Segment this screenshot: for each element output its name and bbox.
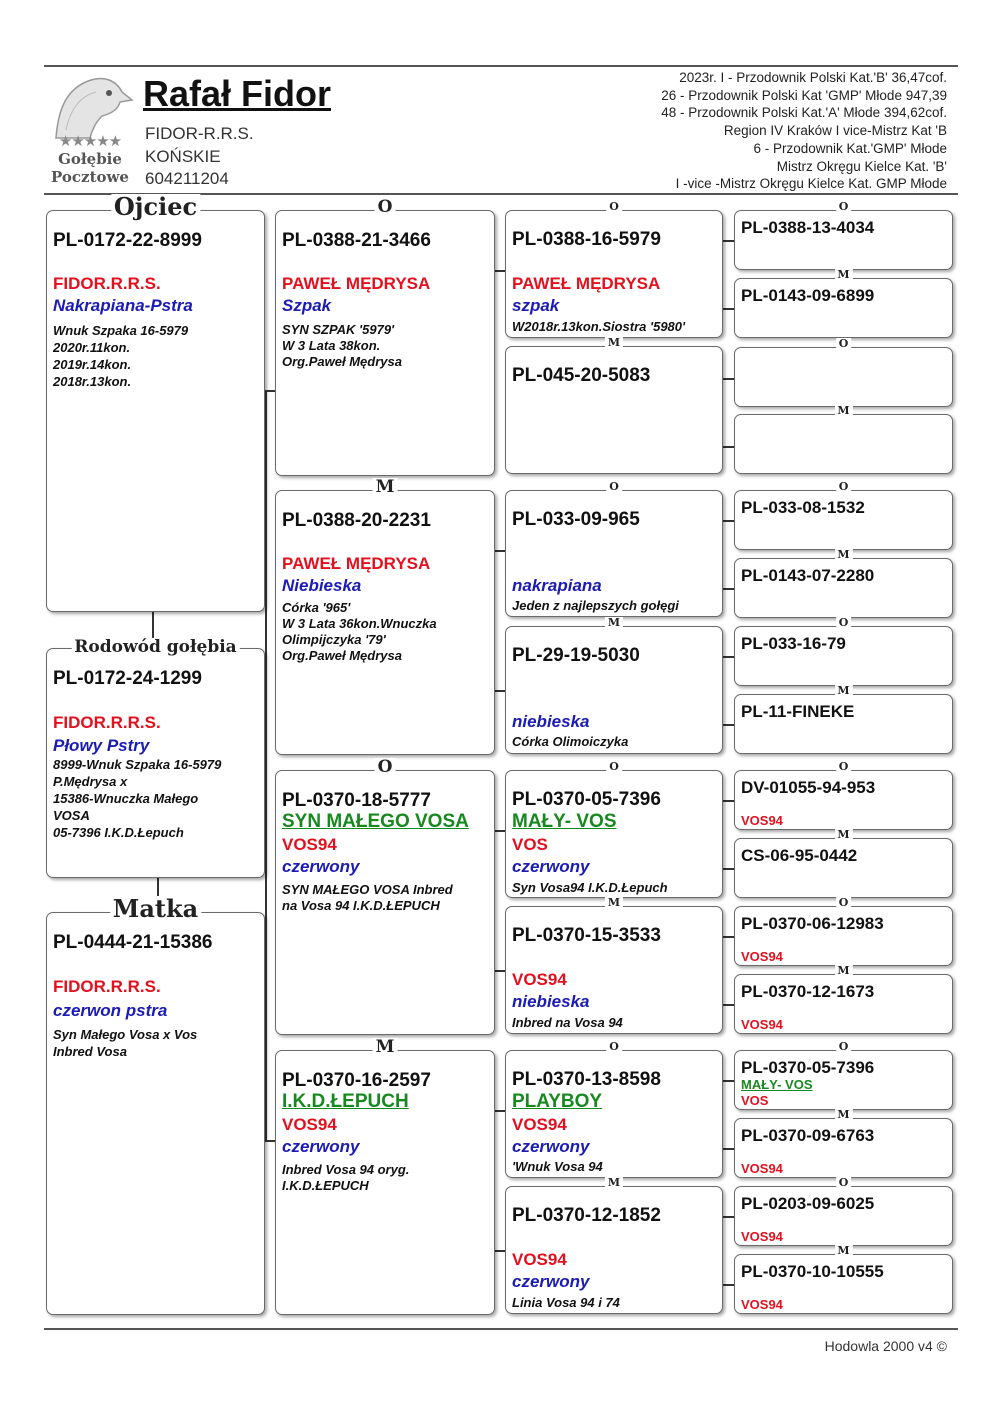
father-ring: PL-0172-22-8999 — [53, 230, 202, 251]
gen4-9-ring: DV-01055-94-953 — [741, 778, 876, 797]
dam-label: M — [834, 829, 852, 841]
gen4-6-ring: PL-0143-07-2280 — [741, 566, 875, 585]
father-note-3: 2019r.14kon. — [53, 357, 132, 372]
dam-label: M — [605, 337, 623, 349]
subject-ring: PL-0172-24-1299 — [53, 668, 202, 689]
sire-label: O — [836, 338, 852, 350]
sire-sire-breeder: PAWEŁ MĘDRYSA — [282, 274, 431, 293]
gen3-5-color: czerwony — [512, 857, 590, 876]
sire-label: O — [606, 481, 622, 493]
sire-label: O — [836, 201, 852, 213]
dam-sire-color: czerwony — [282, 857, 360, 876]
achievement-5: 6 - Przodownik Kat.'GMP' Młode — [753, 140, 947, 156]
gen3-3-ring: PL-033-09-965 — [512, 509, 640, 530]
gen4-16-ring: PL-0370-10-10555 — [741, 1262, 884, 1281]
achievement-7: I -vice -Mistrz Okręgu Kielce Kat. GMP Młode — [675, 176, 947, 192]
subject-note-1: 8999-Wnuk Szpaka 16-5979 — [53, 757, 222, 772]
sire-dam-note-3: Olimpijczyka '79' — [282, 632, 386, 647]
sire-label: O — [606, 201, 622, 213]
sire-label: O — [836, 1177, 852, 1189]
gen3-1-note: W2018r.13kon.Siostra '5980' — [512, 319, 686, 334]
mother-note-2: Inbred Vosa — [53, 1044, 127, 1059]
dam-label: M — [373, 478, 398, 496]
logo-text-line2: Pocztowe — [51, 168, 129, 186]
dam-label: M — [373, 1038, 398, 1056]
gen4-box-16 — [734, 1244, 953, 1314]
gen3-7-note: 'Wnuk Vosa 94 — [512, 1159, 603, 1174]
father-note-2: 2020r.11kon. — [53, 340, 131, 355]
sire-dam-box — [275, 477, 495, 755]
gen3-3-color: nakrapiana — [512, 576, 602, 595]
dam-dam-name: I.K.D.ŁEPUCH — [282, 1091, 409, 1112]
sire-label: O — [836, 897, 852, 909]
gen3-5-line: VOS — [512, 835, 548, 854]
sire-label: O — [606, 761, 622, 773]
gen4-11-line: VOS94 — [741, 949, 783, 964]
sire-label: O — [606, 1041, 622, 1053]
father-label: Ojciec — [111, 194, 200, 220]
dam-label: M — [834, 1109, 852, 1121]
dam-dam-box — [275, 1037, 495, 1315]
gen3-5-ring: PL-0370-05-7396 — [512, 789, 661, 810]
gen3-6-note: Inbred na Vosa 94 — [512, 1015, 623, 1030]
dam-label: M — [605, 897, 623, 909]
sire-sire-ring: PL-0388-21-3466 — [282, 230, 431, 251]
sire-sire-box — [275, 197, 495, 476]
mother-label: Matka — [110, 896, 201, 922]
dam-dam-ring: PL-0370-16-2597 — [282, 1070, 431, 1091]
gen4-box-4 — [734, 404, 953, 474]
subject-note-4: VOSA — [53, 808, 90, 823]
gen3-7-line: VOS94 — [512, 1115, 567, 1134]
gen3-box-1 — [505, 200, 723, 338]
dam-sire-box — [275, 757, 495, 1035]
gen4-box-1 — [734, 200, 953, 270]
breeder-line-1: FIDOR-R.R.S. — [145, 124, 254, 143]
gen4-box-10 — [734, 828, 953, 898]
achievement-2: 26 - Przodownik Polski Kat 'GMP' Młode 947,39 — [661, 87, 947, 103]
gen3-6-color: niebieska — [512, 992, 590, 1011]
gen3-4-color: niebieska — [512, 712, 590, 731]
sire-label: O — [836, 481, 852, 493]
sire-sire-note-2: W 3 Lata 38kon. — [282, 338, 381, 353]
gen3-8-ring: PL-0370-12-1852 — [512, 1205, 661, 1226]
gen3-box-4 — [505, 616, 723, 754]
gen4-15-ring: PL-0203-09-6025 — [741, 1194, 875, 1213]
dam-label: M — [834, 685, 852, 697]
gen4-13-name: MAŁY- VOS — [741, 1077, 813, 1092]
dam-dam-note-1: Inbred Vosa 94 oryg. — [282, 1162, 410, 1177]
gen3-2-ring: PL-045-20-5083 — [512, 365, 651, 386]
gen3-1-ring: PL-0388-16-5979 — [512, 229, 661, 250]
sire-sire-color: Szpak — [282, 296, 332, 315]
gen3-8-color: czerwony — [512, 1272, 590, 1291]
gen3-5-note: Syn Vosa94 I.K.D.Łepuch — [512, 880, 668, 895]
sire-dam-ring: PL-0388-20-2231 — [282, 510, 431, 531]
gen3-5-name: MAŁY- VOS — [512, 811, 617, 832]
subject-note-5: 05-7396 I.K.D.Łepuch — [53, 825, 184, 840]
gen4-box-7 — [734, 616, 953, 686]
gen4-box-5 — [734, 480, 953, 550]
dam-sire-name: SYN MAŁEGO VOSA — [282, 811, 469, 832]
gen4-15-line: VOS94 — [741, 1229, 783, 1244]
dam-dam-color: czerwony — [282, 1137, 360, 1156]
gen3-4-ring: PL-29-19-5030 — [512, 645, 640, 666]
sire-dam-note-4: Org.Paweł Mędrysa — [282, 648, 402, 663]
subject-note-3: 15386-Wnuczka Małego — [53, 791, 199, 806]
logo-text-line1: Gołębie — [58, 150, 122, 168]
subject-breeder: FIDOR.R.R.S. — [53, 713, 161, 732]
dam-label: M — [605, 617, 623, 629]
sire-label: O — [836, 761, 852, 773]
logo-stars: ★★★★★ — [58, 133, 122, 150]
dam-label: M — [834, 269, 852, 281]
dam-label: M — [834, 549, 852, 561]
gen3-box-6 — [505, 896, 723, 1034]
achievement-6: Mistrz Okręgu Kielce Kat. 'B' — [776, 158, 947, 174]
gen4-box-15 — [734, 1176, 953, 1246]
gen3-7-ring: PL-0370-13-8598 — [512, 1069, 661, 1090]
mother-ring: PL-0444-21-15386 — [53, 932, 213, 953]
gen3-box-8 — [505, 1176, 723, 1314]
gen4-5-ring: PL-033-08-1532 — [741, 498, 865, 517]
breeder-line-2: KOŃSKIE — [145, 147, 221, 166]
gen4-box-2 — [734, 268, 953, 338]
gen4-box-3 — [734, 337, 953, 407]
dam-sire-note-2: na Vosa 94 I.K.D.ŁEPUCH — [282, 898, 440, 913]
gen4-box-14 — [734, 1108, 953, 1178]
gen4-12-ring: PL-0370-12-1673 — [741, 982, 875, 1001]
sire-sire-note-1: SYN SZPAK '5979' — [282, 322, 395, 337]
gen3-4-note: Córka Olimoiczyka — [512, 734, 629, 749]
mother-note-1: Syn Małego Vosa x Vos — [53, 1027, 198, 1042]
subject-color: Płowy Pstry — [53, 736, 150, 755]
subject-note-2: P.Mędrysa x — [53, 774, 128, 789]
dam-sire-line: VOS94 — [282, 835, 337, 854]
dam-sire-note-1: SYN MAŁEGO VOSA Inbred — [282, 882, 453, 897]
gen4-box-11 — [734, 896, 953, 966]
mother-color: czerwon pstra — [53, 1001, 168, 1020]
dam-dam-line: VOS94 — [282, 1115, 337, 1134]
pigeon-head-icon — [46, 70, 134, 140]
pedigree-label: Rodowód gołębia — [71, 638, 239, 657]
gen4-13-line: VOS — [741, 1093, 769, 1108]
father-color: Nakrapiana-Pstra — [53, 296, 193, 315]
gen3-box-3 — [505, 480, 723, 617]
gen3-box-2 — [505, 336, 723, 474]
logo — [46, 70, 134, 188]
gen3-box-7 — [505, 1040, 723, 1178]
sire-label: O — [836, 1041, 852, 1053]
achievement-1: 2023r. I - Przodownik Polski Kat.'B' 36,47cof. — [679, 70, 947, 85]
achievement-3: 48 - Przodownik Polski Kat.'A' Młode 394,62cof. — [661, 105, 947, 121]
gen4-13-ring: PL-0370-05-7396 — [741, 1058, 875, 1077]
mother-box — [46, 894, 265, 1315]
footer-text: Hodowla 2000 v4 © — [824, 1338, 947, 1354]
sire-dam-color: Niebieska — [282, 576, 362, 595]
gen3-8-line: VOS94 — [512, 1250, 567, 1269]
father-note-4: 2018r.13kon. — [53, 374, 132, 389]
sire-dam-note-2: W 3 Lata 36kon.Wnuczka — [282, 616, 437, 631]
gen4-box-9 — [734, 760, 953, 830]
gen4-11-ring: PL-0370-06-12983 — [741, 914, 884, 933]
gen4-box-8 — [734, 684, 953, 754]
gen3-1-breeder: PAWEŁ MĘDRYSA — [512, 274, 661, 293]
sire-label: O — [375, 758, 396, 776]
gen4-16-line: VOS94 — [741, 1297, 783, 1312]
gen3-6-line: VOS94 — [512, 970, 567, 989]
gen3-8-note: Linia Vosa 94 i 74 — [512, 1295, 620, 1310]
dam-label: M — [834, 405, 852, 417]
gen3-3-note: Jeden z najlepszych gołęgi — [512, 598, 679, 613]
sire-label: O — [375, 198, 396, 216]
sire-label: O — [836, 617, 852, 629]
father-box — [46, 192, 265, 612]
gen3-7-color: czerwony — [512, 1137, 590, 1156]
sire-sire-note-3: Org.Paweł Mędrysa — [282, 354, 402, 369]
gen4-14-ring: PL-0370-09-6763 — [741, 1126, 875, 1145]
gen4-7-ring: PL-033-16-79 — [741, 634, 846, 653]
gen4-14-line: VOS94 — [741, 1161, 783, 1176]
achievement-4: Region IV Kraków I vice-Mistrz Kat 'B — [723, 123, 947, 139]
breeder-line-3: 604211204 — [145, 169, 229, 188]
gen4-9-line: VOS94 — [741, 813, 783, 828]
gen4-1-ring: PL-0388-13-4034 — [741, 218, 875, 237]
gen4-10-ring: CS-06-95-0442 — [741, 846, 858, 865]
gen4-box-6 — [734, 548, 953, 618]
gen3-6-ring: PL-0370-15-3533 — [512, 925, 661, 946]
subject-box — [46, 637, 265, 878]
gen4-12-line: VOS94 — [741, 1017, 783, 1032]
dam-sire-ring: PL-0370-18-5777 — [282, 790, 431, 811]
dam-label: M — [834, 965, 852, 977]
breeder-name: Rafał Fidor — [143, 73, 332, 114]
mother-breeder: FIDOR.R.R.S. — [53, 977, 161, 996]
gen3-1-color: szpak — [512, 296, 560, 315]
dam-label: M — [605, 1177, 623, 1189]
gen3-7-name: PLAYBOY — [512, 1091, 603, 1112]
father-note-1: Wnuk Szpaka 16-5979 — [53, 323, 189, 338]
gen4-2-ring: PL-0143-09-6899 — [741, 286, 875, 305]
dam-label: M — [834, 1245, 852, 1257]
dam-dam-note-2: I.K.D.ŁEPUCH — [282, 1178, 369, 1193]
gen3-box-5 — [505, 760, 723, 898]
father-breeder: FIDOR.R.R.S. — [53, 274, 161, 293]
gen4-box-13 — [734, 1040, 953, 1110]
gen4-box-12 — [734, 964, 953, 1034]
achievements-list — [661, 69, 947, 193]
sire-dam-note-1: Córka '965' — [282, 600, 351, 615]
gen4-8-ring: PL-11-FINEKE — [741, 702, 855, 721]
sire-dam-breeder: PAWEŁ MĘDRYSA — [282, 554, 431, 573]
